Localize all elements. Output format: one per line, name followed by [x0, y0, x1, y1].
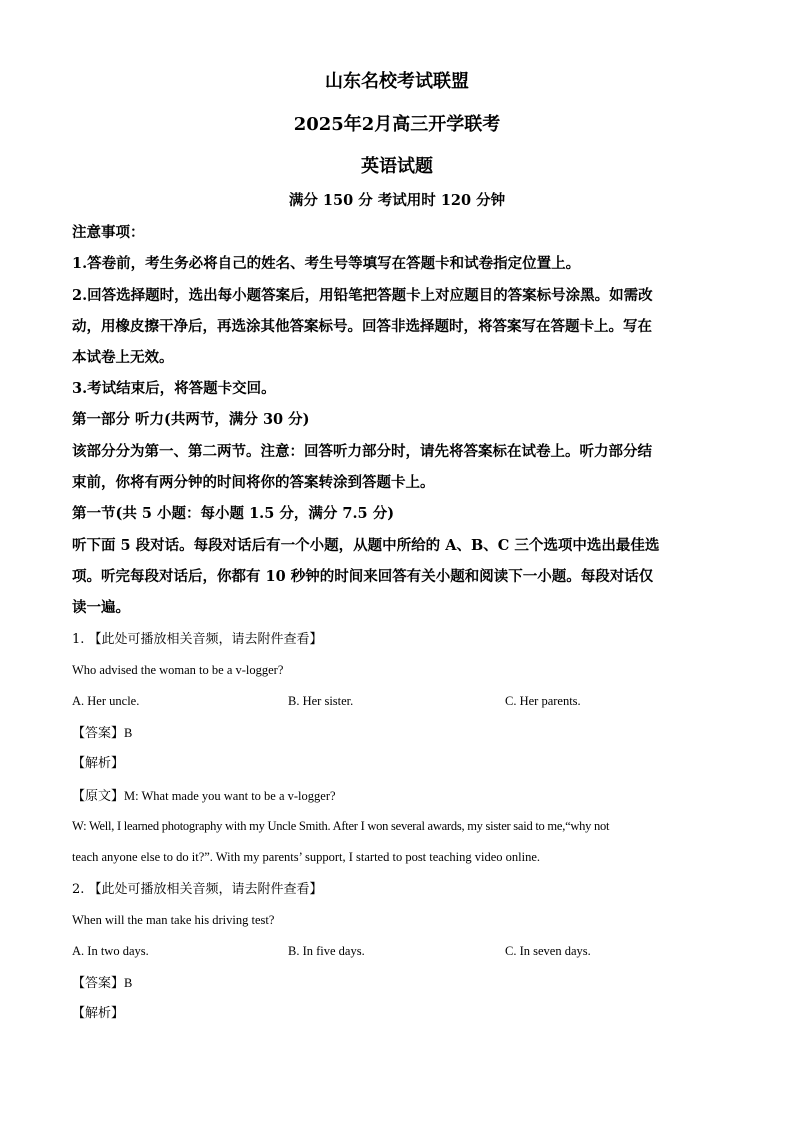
q1-original-line-2: W: Well, I learned photography with my Uncle Smith. After I won several awards, my sister said to me,“why not	[72, 819, 610, 833]
q1-original-line-3: teach anyone else to do it?”. With my parents’ support, I started to post teaching video online.	[72, 850, 541, 864]
section1-heading: 第一节(共 5 小题：每小题 1.5 分，满分 7.5 分)	[72, 505, 395, 522]
q1-question: Who advised the woman to be a v-logger?	[72, 663, 284, 677]
notes-heading: 注意事项：	[72, 224, 145, 241]
note-2-line-2: 动，用橡皮擦干净后，再选涂其他答案标号。回答非选择题时，将答案写在答题卡上。写在	[72, 318, 652, 335]
q1-original-tag: 【原文】	[72, 789, 125, 804]
exam-info: 满分 150 分 考试用时 120 分钟	[288, 192, 506, 209]
q1-original-line-1	[72, 786, 722, 807]
note-3: 3.考试结束后，将答题卡交回。	[72, 380, 276, 397]
q1-option-b: B. Her sister.	[288, 694, 354, 708]
instruction-line-3: 读一遍。	[72, 599, 130, 616]
q2-analysis-tag: 【解析】	[72, 1006, 125, 1021]
q1-answer-value: B	[124, 726, 133, 740]
q1-analysis-tag: 【解析】	[72, 756, 125, 771]
q2-audio-link[interactable]: 2. 【此处可播放相关音频，请去附件查看】	[72, 882, 323, 897]
part1-heading: 第一部分 听力(共两节，满分 30 分)	[72, 411, 310, 428]
q2-option-b: B. In five days.	[288, 944, 365, 958]
q1-audio-link[interactable]: 1. 【此处可播放相关音频，请去附件查看】	[72, 632, 323, 647]
subject-title: 英语试题	[361, 156, 433, 177]
part1-desc-line-1: 该部分分为第一、第二两节。注意：回答听力部分时，请先将答案标在试卷上。听力部分结	[72, 443, 652, 460]
q2-answer-value: B	[124, 976, 133, 990]
instruction-line-2: 项。听完每段对话后，你都有 10 秒钟的时间来回答有关小题和阅读下一小题。每段对话仅	[72, 568, 654, 585]
q2-answer	[72, 973, 722, 994]
part1-desc-line-2: 束前，你将有两分钟的时间将你的答案转涂到答题卡上。	[72, 474, 435, 491]
q2-question: When will the man take his driving test?	[72, 913, 275, 927]
q1-answer-tag: 【答案】	[72, 726, 125, 741]
note-2-line-3: 本试卷上无效。	[72, 349, 174, 366]
note-2-line-1: 2.回答选择题时，选出每小题答案后，用铅笔把答题卡上对应题目的答案标号涂黑。如需改	[72, 287, 653, 304]
q2-option-c: C. In seven days.	[505, 944, 591, 958]
exam-date-title: 2025年2月高三开学联考	[293, 114, 501, 135]
q1-option-c: C. Her parents.	[505, 694, 581, 708]
q2-answer-tag: 【答案】	[72, 976, 125, 991]
q1-answer	[72, 723, 722, 744]
note-1: 1.答卷前，考生务必将自己的姓名、考生号等填写在答题卡和试卷指定位置上。	[72, 255, 581, 272]
instruction-line-1: 听下面 5 段对话。每段对话后有一个小题，从题中所给的 A、B、C 三个选项中选出最佳选	[72, 537, 660, 554]
exam-union-title: 山东名校考试联盟	[325, 71, 469, 92]
q1-option-a: A. Her uncle.	[72, 694, 140, 708]
q2-option-a: A. In two days.	[72, 944, 149, 958]
q1-original-text: M: What made you want to be a v-logger?	[124, 789, 336, 803]
